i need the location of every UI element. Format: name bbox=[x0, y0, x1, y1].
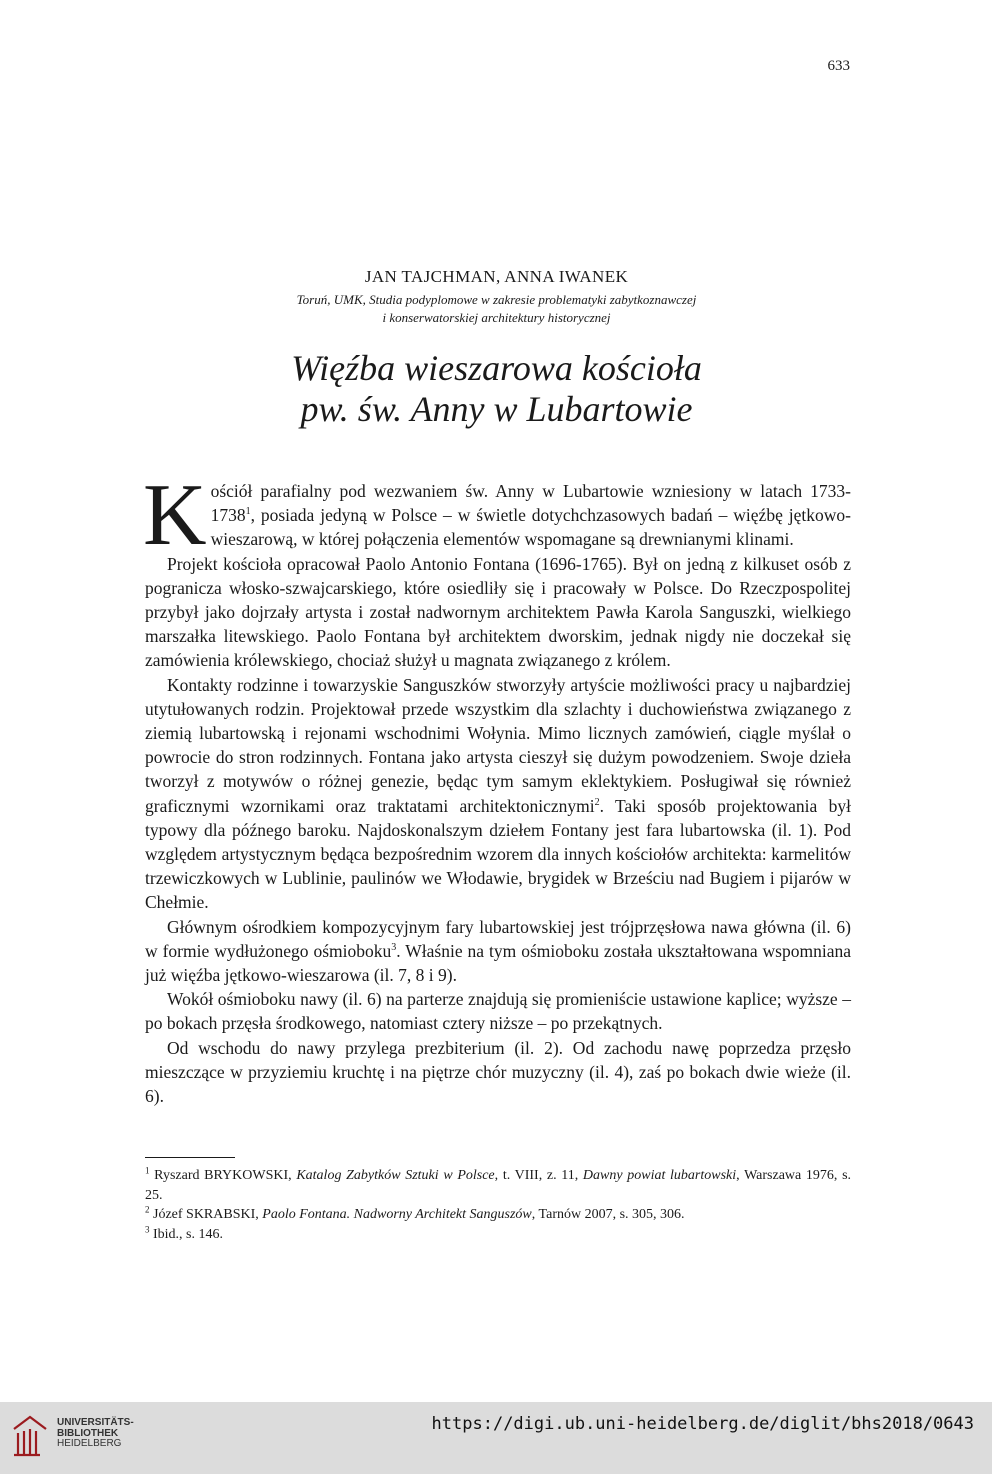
footnote-1 bbox=[145, 1166, 851, 1205]
paragraph-2: Projekt kościoła opracował Paolo Antonio Fontana (1696-1765). Był on jedną z kilkuset osób z pogranicza włosko-szwajcarskiego, które osiedliły się i pracowały w Polsce. Do Rzeczpospolitej przybył jako dojrzały artysta i został nadwornym architektem Pawła Karola Sanguszki, wielkiego marszałka litewskiego. Paolo Fontana był architektem dworskim, jednak nigdy nie doczekał się zamówienia królewskiego, chociaż służył u magnata związanego z królem. bbox=[145, 553, 851, 671]
authors: JAN TAJCHMAN, ANNA IWANEK bbox=[364, 267, 629, 286]
article-body bbox=[143, 467, 851, 1108]
article-title bbox=[145, 348, 848, 430]
affiliation-line-1: Toruń, UMK, Studia podyplomowe w zakresie problematyki zabytkoznawczej bbox=[296, 292, 697, 307]
footnote-italic: Katalog Zabytków Sztuki w Polsce bbox=[296, 1168, 495, 1183]
page-url-link[interactable]: https://digi.ub.uni-heidelberg.de/diglit/bhs2018/0643 bbox=[431, 1414, 974, 1434]
footnote-text: , t. VIII, z. 11, bbox=[494, 1168, 583, 1183]
paragraph-6: Od wschodu do nawy przylega prezbiterium (il. 2). Od zachodu nawę poprzedza przęsło mieszczące w przyziemiu kruchtę i na piętrze chór muzyczny (il. 4), zaś po bokach dwie wieże (il. 6). bbox=[145, 1037, 851, 1107]
paragraph-4-text-b: . Właśnie na tym ośmioboku została ukształtowana wspomniana już więźba jętkowo-wieszarowa (il. 7, 8 i 9). bbox=[145, 940, 851, 986]
footnote-text: Ryszard BRYKOWSKI, bbox=[149, 1168, 297, 1183]
footnote-number: 1 bbox=[145, 1165, 150, 1176]
footnote-text: Ibid., s. 146. bbox=[149, 1226, 223, 1242]
affiliation-line-2: i konserwatorskiej architektury historycznej bbox=[382, 310, 611, 325]
footnote-divider bbox=[145, 1157, 235, 1158]
footnote-italic: Paolo Fontana. Nadworny Architekt Sanguszów bbox=[262, 1207, 532, 1222]
footnote-number: 3 bbox=[145, 1223, 150, 1234]
viewer-footer bbox=[0, 1402, 992, 1474]
paragraph-1 bbox=[143, 467, 851, 564]
library-name-line-3: HEIDELBERG bbox=[57, 1438, 122, 1449]
paragraph-1-text-b: , posiada jedyną w Polsce – w świetle dotychchzasowych badań – więźbę jętkowo-wieszarową, w której połączenia elementów wspomagane są drewnianymi klinami. bbox=[210, 505, 851, 550]
paragraph-5: Wokół ośmioboku nawy (il. 6) na parterze znajdują się promieniście ustawione kaplice; wyższe – po bokach przęsła środkowego, natomiast cztery niższe – po przekątnych. bbox=[145, 989, 851, 1034]
page-number: 633 bbox=[827, 58, 850, 74]
library-name-line-2: BIBLIOTHEK bbox=[57, 1427, 119, 1439]
footnotes bbox=[145, 1166, 851, 1244]
title-line-2: pw. św. Anny w Lubartowie bbox=[300, 389, 693, 429]
footnote-italic: Dawny powiat lubartowski bbox=[582, 1168, 737, 1183]
paragraph-4 bbox=[145, 915, 851, 988]
footnote-text: , Warszawa 1976, s. 25. bbox=[145, 1168, 852, 1203]
footnote-3 bbox=[145, 1225, 851, 1245]
library-name-line-1: UNIVERSITÄTS- bbox=[57, 1417, 134, 1428]
affiliation bbox=[145, 291, 848, 327]
library-logo-icon[interactable] bbox=[10, 1413, 50, 1459]
paragraph-4-text-a: Głównym ośrodkiem kompozycyjnym fary lubartowskiej jest trójprzęsłowa nawa główna (il. 6) w formie wydłużonego ośmioboku bbox=[145, 916, 851, 961]
footnote-ref-3[interactable]: 3 bbox=[391, 942, 397, 954]
library-name[interactable] bbox=[57, 1418, 134, 1450]
footnote-ref-2[interactable]: 2 bbox=[594, 796, 600, 808]
paragraph-3 bbox=[145, 673, 851, 915]
drop-cap: K bbox=[143, 467, 207, 564]
title-line-1: Więźba wieszarowa kościoła bbox=[291, 348, 702, 388]
paragraph-3-text-b: . Taki sposób projektowania był typowy dla późnego baroku. Najdoskonalszym dziełem Fontany jest fara lubartowska (il. 1). Pod względem artystycznym będąca bezpośrednim wzorem dla innych kościołów architekta: karmelitów trzewiczkowych w Lublinie, paulinów we Włodawie, brygidek w Brześciu nad Bugiem i pijarów w Chełmie. bbox=[145, 795, 851, 913]
footnote-2 bbox=[145, 1205, 851, 1225]
footnote-text: , Tarnów 2007, s. 305, 306. bbox=[531, 1207, 685, 1222]
footnote-text: Józef SKRABSKI, bbox=[149, 1207, 263, 1222]
footnote-ref-1[interactable]: 1 bbox=[245, 506, 251, 518]
footnote-number: 2 bbox=[145, 1204, 150, 1215]
paragraph-3-text-a: Kontakty rodzinne i towarzyskie Sanguszków stworzyły artyście możliwości pracy u najbardziej utytułowanych rodzin. Projektował przede wszystkim dla szlachty i duchowieństwa związanego z ziemią lubartowską i rejonami wschodnimi Wołynia. Mimo licznych zamówień, ciągle myślał o powrocie do stron rodzinnych. Fontana jako artysta cieszył się dużym powodzeniem. Swoje dzieła tworzył z motywów o różnej genezie, będąc tym samym eklektykiem. Posługiwał się również graficznymi wzornikami oraz traktatami architektonicznymi bbox=[145, 674, 851, 816]
paragraph-1-text-a: ościół parafialny pod wezwaniem św. Anny w Lubartowie wzniesiony w latach 1733-1738 bbox=[210, 481, 851, 526]
